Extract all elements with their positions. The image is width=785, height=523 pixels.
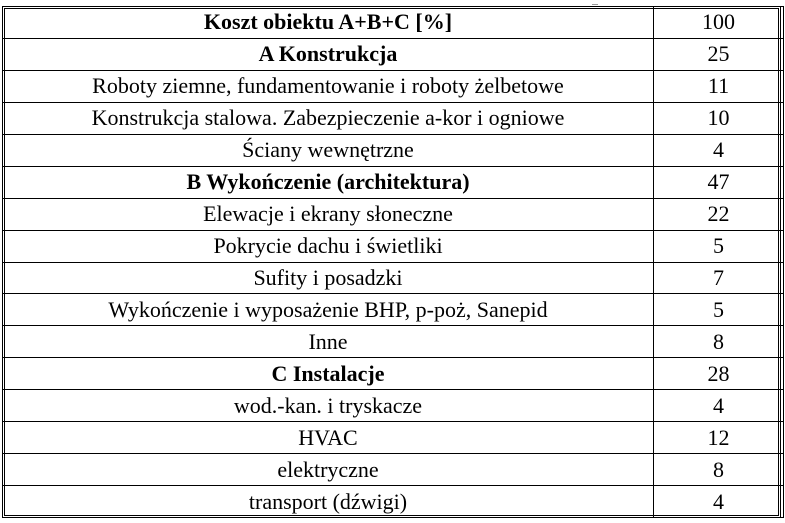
row-value: 22: [654, 198, 784, 230]
row-label: transport (dźwigi): [3, 486, 654, 518]
row-value: 100: [654, 7, 784, 39]
row-label: Inne: [3, 326, 654, 358]
row-value: 7: [654, 262, 784, 294]
scan-artifact-mark: [592, 0, 598, 5]
row-value: 12: [654, 422, 784, 454]
row-label: HVAC: [3, 422, 654, 454]
row-label: Koszt obiektu A+B+C [%]: [3, 7, 654, 39]
row-label: B Wykończenie (architektura): [3, 166, 654, 198]
row-label: elektryczne: [3, 454, 654, 486]
row-label: wod.-kan. i tryskacze: [3, 390, 654, 422]
row-label: Elewacje i ekrany słoneczne: [3, 198, 654, 230]
row-value: 4: [654, 390, 784, 422]
row-value: 5: [654, 294, 784, 326]
row-value: 28: [654, 358, 784, 390]
row-label: Konstrukcja stalowa. Zabezpieczenie a-kor i ogniowe: [3, 102, 654, 134]
row-label: Pokrycie dachu i świetliki: [3, 230, 654, 262]
row-value: 47: [654, 166, 784, 198]
row-value: 4: [654, 134, 784, 166]
row-value: 5: [654, 230, 784, 262]
row-value: 11: [654, 70, 784, 102]
row-value: 25: [654, 38, 784, 70]
table-outer-border: [2, 6, 781, 518]
row-label: Ściany wewnętrzne: [3, 134, 654, 166]
row-value: 10: [654, 102, 784, 134]
row-label: A Konstrukcja: [3, 38, 654, 70]
row-label: Roboty ziemne, fundamentowanie i roboty żelbetowe: [3, 70, 654, 102]
row-value: 4: [654, 486, 784, 518]
row-value: 8: [654, 326, 784, 358]
row-value: 8: [654, 454, 784, 486]
row-label: Wykończenie i wyposażenie BHP, p-poż, Sanepid: [3, 294, 654, 326]
row-label: Sufity i posadzki: [3, 262, 654, 294]
row-label: C Instalacje: [3, 358, 654, 390]
